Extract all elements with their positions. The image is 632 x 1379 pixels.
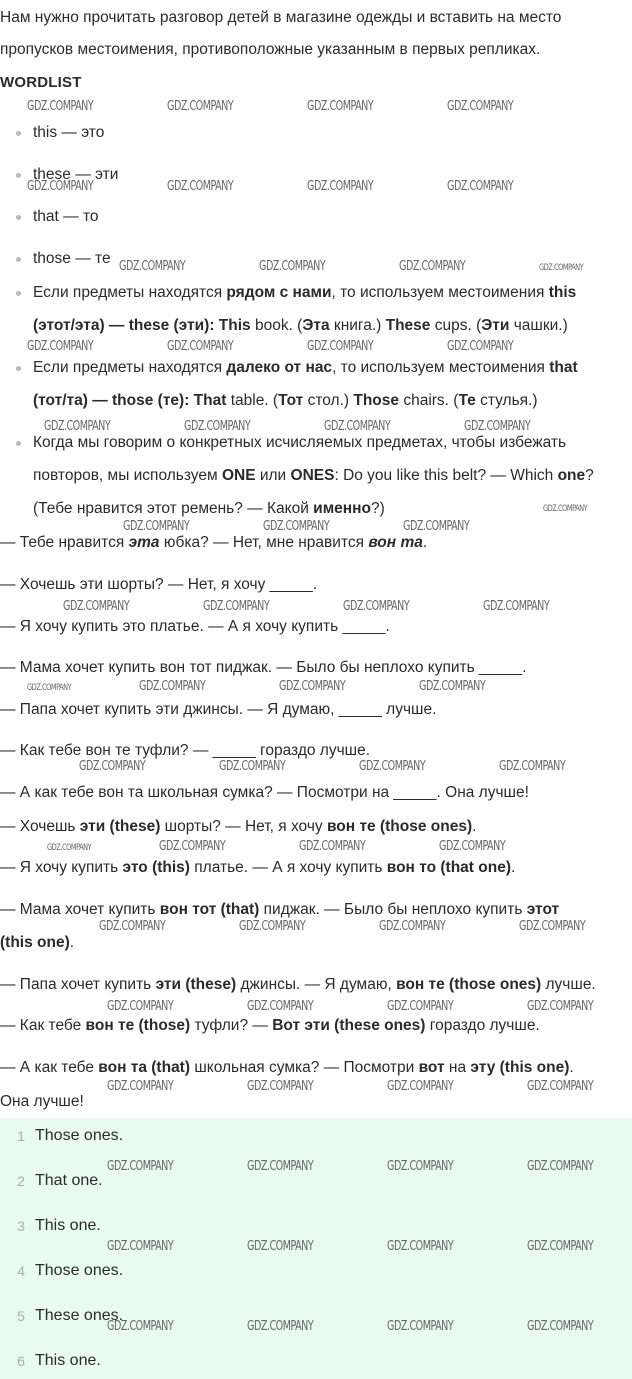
bullet-icon bbox=[16, 257, 21, 262]
watermark: GDZ.COMPANY bbox=[464, 419, 531, 434]
solution-line-4: — Папа хочет купить эти (these) джинсы. — Я думаю, вон те (those ones) лучше. bbox=[0, 976, 596, 993]
watermark: GDZ.COMPANY bbox=[519, 919, 586, 934]
watermark: GDZ.COMPANY bbox=[203, 599, 270, 614]
watermark: GDZ.COMPANY bbox=[44, 419, 111, 434]
bullet-icon bbox=[16, 366, 21, 371]
watermark: GDZ.COMPANY bbox=[499, 759, 566, 774]
answer-text: That one. bbox=[35, 1172, 103, 1189]
watermark: GDZ.COMPANY bbox=[263, 519, 330, 534]
watermark: GDZ.COMPANY bbox=[239, 919, 306, 934]
watermark: GDZ.COMPANY bbox=[219, 759, 286, 774]
exercise-line: — Мама хочет купить вон тот пиджак. — Было бы неплохо купить _____. bbox=[0, 659, 527, 676]
rule-one-line-2: повторов, мы используем ONE или ONES: Do you like this belt? — Which one? bbox=[33, 467, 594, 484]
watermark: GDZ.COMPANY bbox=[247, 999, 314, 1014]
solution-line-6-cont: Она лучше! bbox=[0, 1093, 84, 1110]
watermark: GDZ.COMPANY bbox=[527, 1319, 594, 1334]
answer-number: 4 bbox=[17, 1263, 25, 1279]
watermark: GDZ.COMPANY bbox=[379, 919, 446, 934]
watermark: GDZ.COMPANY bbox=[299, 839, 366, 854]
watermark: GDZ.COMPANY bbox=[387, 1079, 454, 1094]
watermark: GDZ.COMPANY bbox=[63, 599, 130, 614]
solution-line-2: — Я хочу купить это (this) платье. — А я хочу купить вон то (that one). bbox=[0, 859, 516, 876]
watermark: GDZ.COMPANY bbox=[439, 839, 506, 854]
watermark: GDZ.COMPANY bbox=[167, 99, 234, 114]
watermark: GDZ.COMPANY bbox=[324, 419, 391, 434]
watermark: GDZ.COMPANY bbox=[527, 1159, 594, 1174]
exercise-line: — Хочешь эти шорты? — Нет, я хочу _____. bbox=[0, 576, 318, 593]
watermark: GDZ.COMPANY bbox=[247, 1159, 314, 1174]
solution-line-1: — Хочешь эти (these) шорты? — Нет, я хочу вон те (those ones). bbox=[0, 818, 477, 835]
solution-line-6: — А как тебе вон та (that) школьная сумка? — Посмотри вот на эту (this one). bbox=[0, 1059, 574, 1076]
watermark: GDZ.COMPANY bbox=[107, 999, 174, 1014]
watermark: GDZ.COMPANY bbox=[107, 1079, 174, 1094]
bullet-icon bbox=[16, 291, 21, 296]
watermark: GDZ.COMPANY bbox=[99, 919, 166, 934]
watermark: GDZ.COMPANY bbox=[107, 1239, 174, 1254]
rule-far-line-2: (тот/та) — those (те): That table. (Тот стол.) Those chairs. (Те стулья.) bbox=[33, 392, 538, 409]
watermark: GDZ.COMPANY bbox=[107, 1319, 174, 1334]
watermark: GDZ.COMPANY bbox=[184, 419, 251, 434]
bullet-icon bbox=[16, 215, 21, 220]
watermark: GDZ.COMPANY bbox=[123, 519, 190, 534]
watermark: GDZ.COMPANY bbox=[139, 679, 206, 694]
watermark: GDZ.COMPANY bbox=[259, 259, 326, 274]
watermark: GDZ.COMPANY bbox=[447, 179, 514, 194]
solution-line-3: — Мама хочет купить вон тот (that) пиджак. — Было бы неплохо купить этот bbox=[0, 901, 560, 918]
wordlist-title: WORDLIST bbox=[0, 74, 82, 91]
intro-line-1: Нам нужно прочитать разговор детей в магазине одежды и вставить на место bbox=[0, 9, 562, 26]
watermark: GDZ.COMPANY bbox=[387, 999, 454, 1014]
rule-far-line-1: Если предметы находятся далеко от нас, то используем местоимения that bbox=[33, 359, 578, 376]
watermark: GDZ.COMPANY bbox=[527, 1079, 594, 1094]
watermark: GDZ.COMPANY bbox=[399, 259, 466, 274]
answer-number: 6 bbox=[17, 1353, 25, 1369]
watermark: GDZ.COMPANY bbox=[279, 679, 346, 694]
watermark: GDZ.COMPANY bbox=[343, 599, 410, 614]
answer-text: Those ones. bbox=[35, 1127, 124, 1144]
answer-number: 5 bbox=[17, 1308, 25, 1324]
answer-text: This one. bbox=[35, 1352, 101, 1369]
watermark: GDZ.COMPANY bbox=[167, 339, 234, 354]
watermark: GDZ.COMPANY bbox=[79, 759, 146, 774]
answer-text: These ones. bbox=[35, 1307, 124, 1324]
watermark: GDZ.COMPANY bbox=[483, 599, 550, 614]
rule-one-line-1: Когда мы говорим о конкретных исчисляемых предметах, чтобы избежать bbox=[33, 434, 567, 451]
answer-number: 1 bbox=[17, 1128, 25, 1144]
watermark: GDZ.COMPANY bbox=[247, 1239, 314, 1254]
exercise-line: — А как тебе вон та школьная сумка? — Посмотри на _____. Она лучше! bbox=[0, 784, 529, 801]
solution-line-5: — Как тебе вон те (those) туфли? — Вот эти (these ones) гораздо лучше. bbox=[0, 1017, 540, 1034]
answer-text: This one. bbox=[35, 1217, 101, 1234]
exercise-line: — Как тебе вон те туфли? — _____ гораздо лучше. bbox=[0, 742, 371, 759]
solution-line-3-cont: (this one). bbox=[0, 934, 75, 951]
watermark: GDZ.COMPANY bbox=[387, 1319, 454, 1334]
rule-near-line-1: Если предметы находятся рядом с нами, то используем местоимения this bbox=[33, 284, 577, 301]
rule-near-line-2: (этот/эта) — these (эти): This book. (Эта книга.) These cups. (Эти чашки.) bbox=[33, 317, 568, 334]
watermark: GDZ.COMPANY bbox=[447, 339, 514, 354]
watermark: GDZ.COMPANY bbox=[403, 519, 470, 534]
intro-line-2: пропусков местоимения, противоположные указанным в первых репликах. bbox=[0, 41, 541, 58]
watermark: GDZ.COMPANY bbox=[307, 99, 374, 114]
watermark: GDZ.COMPANY bbox=[539, 263, 584, 273]
watermark: GDZ.COMPANY bbox=[307, 179, 374, 194]
watermark: GDZ.COMPANY bbox=[527, 999, 594, 1014]
watermark: GDZ.COMPANY bbox=[247, 1079, 314, 1094]
exercise-example: — Тебе нравится эта юбка? — Нет, мне нравится вон та. bbox=[0, 534, 428, 551]
watermark: GDZ.COMPANY bbox=[27, 683, 72, 693]
answer-text: Those ones. bbox=[35, 1262, 124, 1279]
exercise-line: — Я хочу купить это платье. — А я хочу купить _____. bbox=[0, 618, 390, 635]
watermark: GDZ.COMPANY bbox=[107, 1159, 174, 1174]
bullet-icon bbox=[16, 173, 21, 178]
watermark: GDZ.COMPANY bbox=[167, 179, 234, 194]
watermark: GDZ.COMPANY bbox=[27, 179, 94, 194]
watermark: GDZ.COMPANY bbox=[27, 99, 94, 114]
bullet-icon bbox=[16, 441, 21, 446]
wordlist-item: those — те bbox=[33, 250, 111, 267]
wordlist-item: that — то bbox=[33, 208, 99, 225]
watermark: GDZ.COMPANY bbox=[159, 839, 226, 854]
watermark: GDZ.COMPANY bbox=[447, 99, 514, 114]
watermark: GDZ.COMPANY bbox=[419, 679, 486, 694]
watermark: GDZ.COMPANY bbox=[387, 1239, 454, 1254]
watermark: GDZ.COMPANY bbox=[527, 1239, 594, 1254]
watermark: GDZ.COMPANY bbox=[543, 504, 588, 514]
watermark: GDZ.COMPANY bbox=[119, 259, 186, 274]
watermark: GDZ.COMPANY bbox=[47, 843, 92, 853]
watermark: GDZ.COMPANY bbox=[27, 339, 94, 354]
wordlist-item: this — это bbox=[33, 124, 105, 141]
bullet-icon bbox=[16, 131, 21, 136]
watermark: GDZ.COMPANY bbox=[359, 759, 426, 774]
watermark: GDZ.COMPANY bbox=[387, 1159, 454, 1174]
exercise-line: — Папа хочет купить эти джинсы. — Я думаю, _____ лучше. bbox=[0, 701, 437, 718]
rule-one-line-3: (Тебе нравится этот ремень? — Какой именно?) bbox=[33, 500, 385, 517]
answer-number: 3 bbox=[17, 1218, 25, 1234]
watermark: GDZ.COMPANY bbox=[247, 1319, 314, 1334]
watermark: GDZ.COMPANY bbox=[307, 339, 374, 354]
answer-number: 2 bbox=[17, 1173, 25, 1189]
wordlist-item: these — эти bbox=[33, 166, 119, 183]
